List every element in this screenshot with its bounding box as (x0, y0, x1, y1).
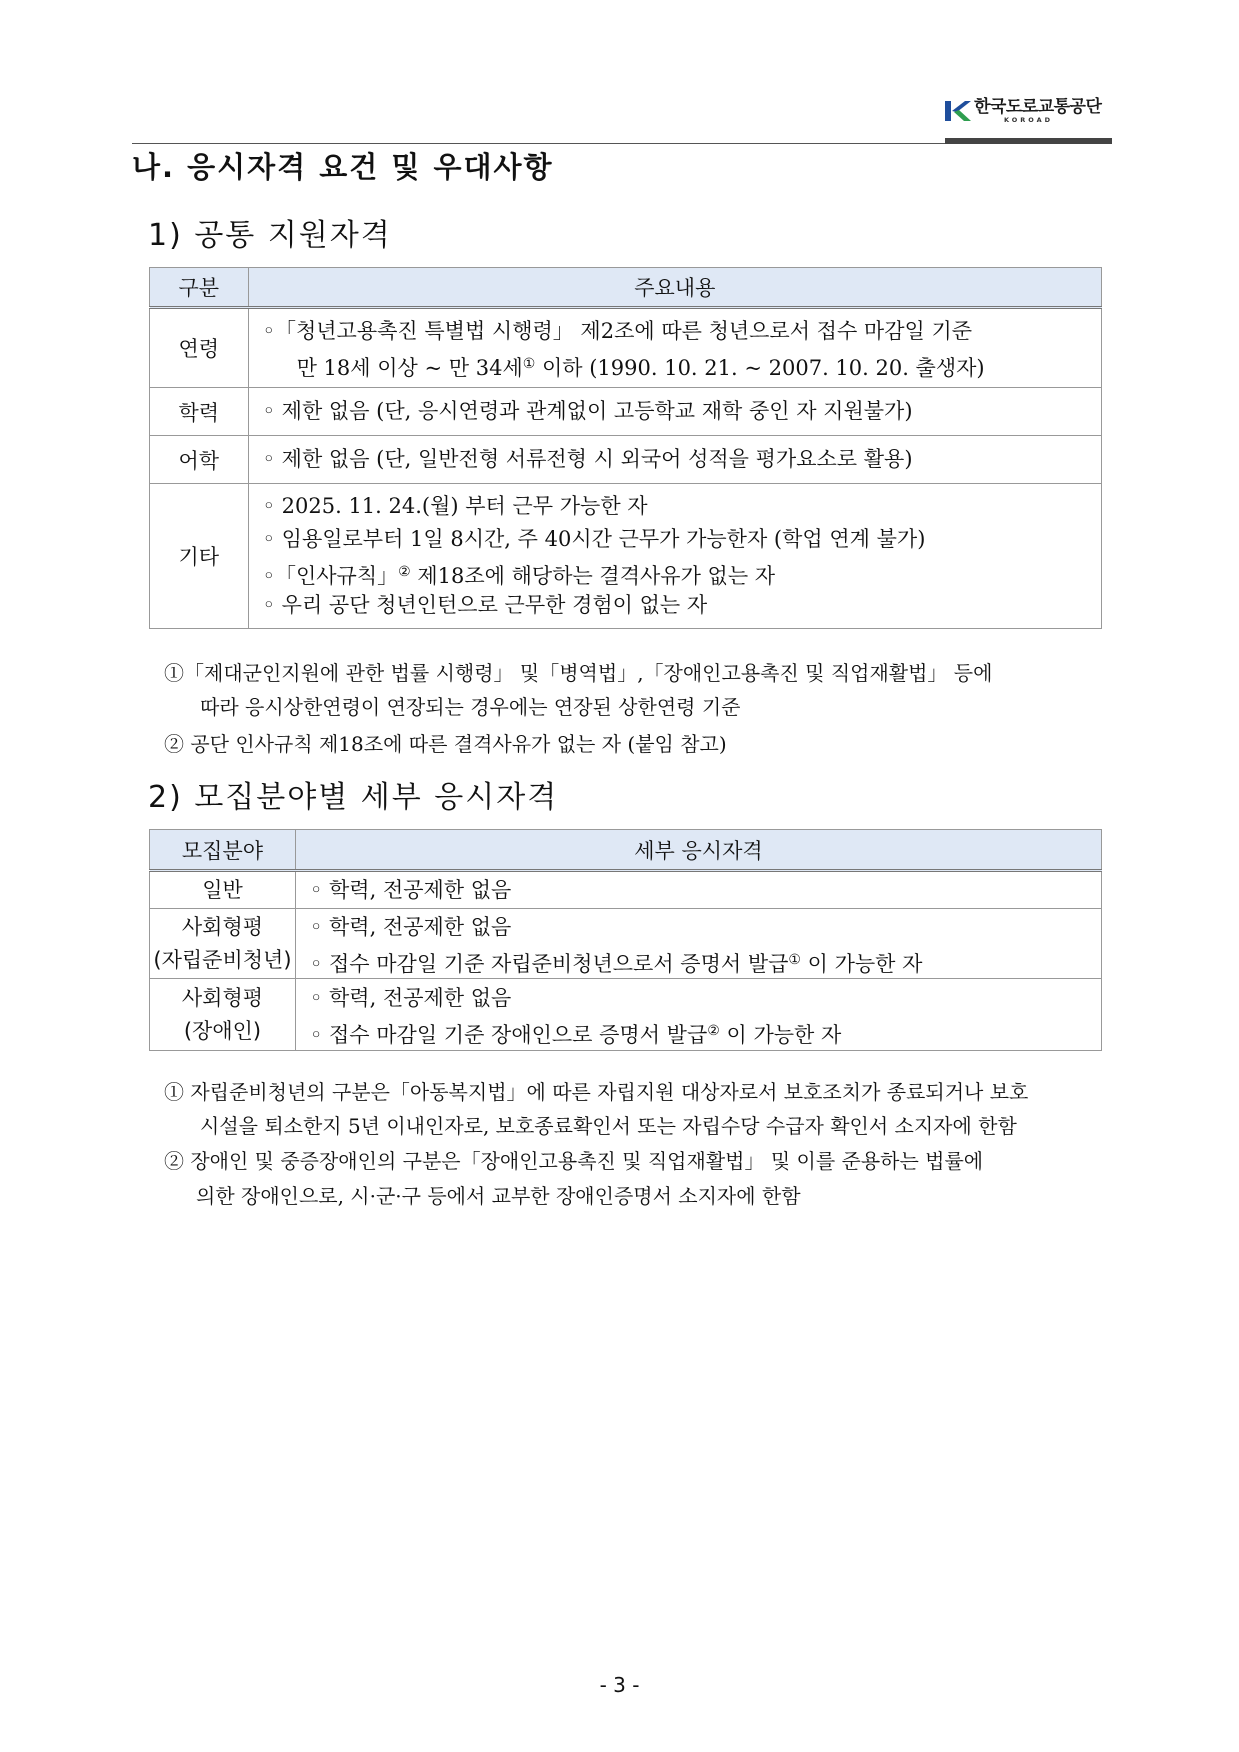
column-header: 세부 응시자격 (295, 830, 1101, 871)
row-label: 학력 (150, 388, 249, 436)
subsection-title-detail: 2) 모집분야별 세부 응시자격 (148, 780, 559, 815)
column-header: 모집분야 (150, 830, 296, 871)
footnote-marker: ① (788, 951, 801, 968)
footnote-marker: ② (398, 564, 411, 580)
content-text: 이 가능한 자 (800, 951, 923, 976)
content-text: 만 18세 이상 ~ 만 34세 (296, 356, 523, 380)
row-label (150, 979, 296, 1051)
row-content (248, 308, 1101, 388)
footnote: 따라 응시상한연령이 연장되는 경우에는 연장된 상한연령 기준 (200, 695, 741, 719)
common-qualification-table (149, 267, 1102, 629)
content-text: ◦ 접수 마감일 기준 자립준비청년으로서 증명서 발급 (309, 951, 789, 976)
content-line: ◦「청년고용촉진 특별법 시행령」 제2조에 따른 청년으로서 접수 마감일 기준 (262, 319, 973, 343)
label-line: (자립준비청년) (153, 947, 292, 972)
content-line: ◦ 학력, 전공제한 없음 (309, 914, 512, 939)
logo-subtext: KOROAD (1004, 116, 1054, 124)
content-text: 제18조에 해당하는 결격사유가 없는 자 (410, 564, 776, 588)
content-line: ◦ 2025. 11. 24.(월) 부터 근무 가능한 자 (262, 494, 648, 518)
content-text: ◦「인사규칙」 (262, 564, 399, 588)
column-header: 구분 (150, 268, 249, 308)
row-label (150, 909, 296, 979)
row-content (248, 484, 1101, 629)
footnote-marker: ① (522, 356, 536, 372)
footnote-marker: ② (707, 1022, 720, 1039)
table-row (150, 484, 1102, 629)
footnote: ② 장애인 및 중증장애인의 구분은「장애인고용촉진 및 직업재활법」 및 이를 준용하는 법률에 (164, 1149, 984, 1173)
label-line: (장애인) (183, 1018, 262, 1043)
label-line: 사회형평 (181, 985, 264, 1010)
organization-logo (945, 99, 1101, 129)
footnote: ①「제대군인지원에 관한 법률 시행령」 및「병역법」,「장애인고용촉진 및 직업재활법」 등에 (164, 661, 993, 685)
table-row (150, 308, 1102, 388)
detail-qualification-table (149, 829, 1102, 1051)
content-line (310, 944, 1101, 977)
koroad-logo-icon (945, 99, 971, 123)
table-row (150, 871, 1102, 909)
footnote: ① 자립준비청년의 구분은「아동복지법」에 따른 자립지원 대상자로서 보호조치가 종료되거나 보호 (164, 1080, 1029, 1104)
page-number: - 3 - (599, 1673, 640, 1697)
footnote: 의한 장애인으로, 시·군·구 등에서 교부한 장애인증명서 소지자에 한함 (196, 1184, 801, 1208)
section-title: 나. 응시자격 요건 및 우대사항 (132, 150, 554, 184)
content-text: ◦ 접수 마감일 기준 장애인으로 증명서 발급 (309, 1022, 708, 1047)
content-line: ◦ 제한 없음 (단, 응시연령과 관계없이 고등학교 재학 중인 자 지원불가) (262, 399, 913, 423)
content-line: ◦ 임용일로부터 1일 8시간, 주 40시간 근무가 가능한자 (학업 연계 불가) (262, 527, 926, 551)
column-header: 주요내용 (248, 268, 1101, 308)
content-line: ◦ 학력, 전공제한 없음 (309, 985, 512, 1010)
logo-text: 한국도로교통공단 (974, 97, 1102, 117)
header-accent-bar (945, 138, 1112, 144)
content-text: 이 가능한 자 (719, 1022, 842, 1047)
row-label: 연령 (150, 308, 249, 388)
row-label: 어학 (150, 436, 249, 484)
row-content (295, 909, 1101, 979)
label-line: 일반 (202, 877, 243, 902)
row-content (295, 871, 1101, 909)
content-line: ◦ 제한 없음 (단, 일반전형 서류전형 시 외국어 성적을 평가요소로 활용) (262, 447, 913, 471)
table-row (150, 388, 1102, 436)
table-row (150, 909, 1102, 979)
footnote: ② 공단 인사규칙 제18조에 따른 결격사유가 없는 자 (붙임 참고) (164, 732, 727, 756)
content-line (310, 1015, 1101, 1048)
row-content (248, 388, 1101, 436)
row-label: 기타 (150, 484, 249, 629)
content-line (263, 556, 1101, 589)
row-content (248, 436, 1101, 484)
row-label (150, 871, 296, 909)
subsection-title-common: 1) 공통 지원자격 (148, 218, 392, 253)
content-line: ◦ 학력, 전공제한 없음 (309, 877, 512, 902)
label-line: 사회형평 (181, 914, 264, 939)
row-content (295, 979, 1101, 1051)
table-row (150, 979, 1102, 1051)
content-line (263, 348, 1101, 381)
footnote: 시설을 퇴소한지 5년 이내인자로, 보호종료확인서 또는 자립수당 수급자 확인서 소지자에 한함 (200, 1114, 1017, 1138)
content-line: ◦ 우리 공단 청년인턴으로 근무한 경험이 없는 자 (262, 593, 708, 617)
table-row (150, 436, 1102, 484)
content-text: 이하 (1990. 10. 21. ~ 2007. 10. 20. 출생자) (535, 356, 985, 380)
